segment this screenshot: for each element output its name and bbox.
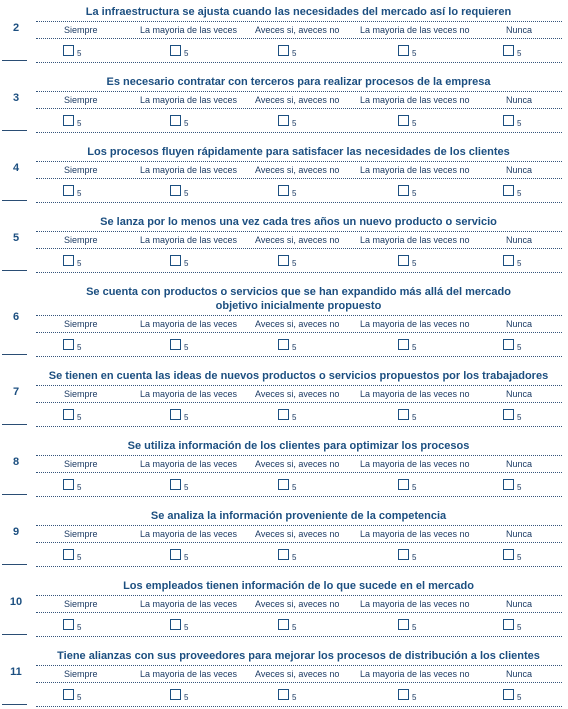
checkbox-siempre[interactable]: [63, 479, 74, 490]
checkbox-mayoria[interactable]: [170, 255, 181, 266]
dotted-rule: [36, 472, 562, 473]
checkbox-mayoria-no[interactable]: [398, 115, 409, 126]
checkbox-mayoria[interactable]: [170, 549, 181, 560]
checkbox-value: 5: [517, 49, 522, 58]
checkbox-value: 5: [412, 259, 417, 268]
option-label-nunca: Nunca: [506, 459, 533, 469]
checkbox-value: 5: [77, 343, 82, 352]
checkbox-mayoria[interactable]: [170, 689, 181, 700]
question-title: La infraestructura se ajusta cuando las necesidades del mercado así lo requieren: [85, 6, 512, 18]
checkbox-value: 5: [77, 189, 82, 198]
checkbox-value: 5: [184, 343, 189, 352]
block-separator: [36, 272, 562, 273]
dotted-rule: [36, 525, 562, 526]
question-title: Se analiza la información proveniente de la competencia: [150, 510, 447, 522]
question-title: Los procesos fluyen rápidamente para satisfacer las necesidades de los clientes: [87, 146, 510, 158]
checkbox-aveces[interactable]: [278, 115, 289, 126]
question-number-underline: [2, 564, 27, 565]
checkbox-nunca[interactable]: [503, 479, 514, 490]
option-label-mayoria: La mayoria de las veces: [140, 25, 238, 35]
question-title: Se cuenta con productos o servicios que se han expandido más allá del mercado: [86, 286, 511, 298]
option-label-mayoria: La mayoria de las veces: [140, 319, 238, 329]
block-separator: [36, 566, 562, 567]
checkbox-value: 5: [77, 623, 82, 632]
option-label-nunca: Nunca: [506, 165, 533, 175]
checkbox-aveces[interactable]: [278, 479, 289, 490]
checkbox-aveces[interactable]: [278, 255, 289, 266]
option-label-mayoria: La mayoria de las veces: [140, 235, 238, 245]
question-number: 9: [12, 526, 20, 538]
checkbox-mayoria-no[interactable]: [398, 689, 409, 700]
checkbox-value: 5: [292, 119, 297, 128]
checkbox-value: 5: [292, 343, 297, 352]
option-label-mayoria: La mayoria de las veces: [140, 599, 238, 609]
checkbox-nunca[interactable]: [503, 619, 514, 630]
checkbox-mayoria[interactable]: [170, 479, 181, 490]
checkbox-value: 5: [517, 189, 522, 198]
checkbox-value: 5: [517, 413, 522, 422]
question-number: 3: [12, 92, 20, 104]
option-label-nunca: Nunca: [506, 319, 533, 329]
checkbox-value: 5: [77, 259, 82, 268]
checkbox-value: 5: [412, 343, 417, 352]
option-label-nunca: Nunca: [506, 669, 533, 679]
question-number: 11: [10, 666, 22, 678]
option-label-nunca: Nunca: [506, 389, 533, 399]
question-number-underline: [2, 130, 27, 131]
block-separator: [36, 132, 562, 133]
question-title: objetivo inicialmente propuesto: [215, 300, 382, 312]
checkbox-mayoria[interactable]: [170, 409, 181, 420]
question-title: Se tienen en cuenta las ideas de nuevos productos o servicios propuestos por los trabajadores: [48, 370, 549, 382]
checkbox-value: 5: [412, 119, 417, 128]
option-label-siempre: Siempre: [64, 165, 98, 175]
question-number: 8: [12, 456, 20, 468]
option-label-mayoria-no: La mayoria de las veces no: [360, 95, 470, 105]
dotted-rule: [36, 612, 562, 613]
option-label-aveces: Aveces si, aveces no: [255, 95, 340, 105]
checkbox-mayoria[interactable]: [170, 115, 181, 126]
question-number-underline: [2, 704, 27, 705]
checkbox-value: 5: [517, 259, 522, 268]
option-label-aveces: Aveces si, aveces no: [255, 319, 340, 329]
block-separator: [36, 62, 562, 63]
dotted-rule: [36, 21, 562, 22]
checkbox-aveces[interactable]: [278, 689, 289, 700]
option-label-mayoria-no: La mayoria de las veces no: [360, 529, 470, 539]
checkbox-value: 5: [517, 623, 522, 632]
checkbox-mayoria-no[interactable]: [398, 45, 409, 56]
block-separator: [36, 356, 562, 357]
checkbox-value: 5: [184, 119, 189, 128]
checkbox-value: 5: [184, 693, 189, 702]
option-label-mayoria-no: La mayoria de las veces no: [360, 459, 470, 469]
question-number: 4: [12, 162, 20, 174]
dotted-rule: [36, 178, 562, 179]
dotted-rule: [36, 402, 562, 403]
checkbox-value: 5: [517, 483, 522, 492]
checkbox-value: 5: [77, 693, 82, 702]
dotted-rule: [36, 682, 562, 683]
checkbox-value: 5: [292, 693, 297, 702]
checkbox-mayoria[interactable]: [170, 185, 181, 196]
checkbox-value: 5: [292, 623, 297, 632]
checkbox-value: 5: [77, 553, 82, 562]
option-label-siempre: Siempre: [64, 389, 98, 399]
checkbox-nunca[interactable]: [503, 45, 514, 56]
checkbox-value: 5: [517, 343, 522, 352]
checkbox-siempre[interactable]: [63, 339, 74, 350]
checkbox-value: 5: [184, 623, 189, 632]
checkbox-value: 5: [184, 189, 189, 198]
checkbox-mayoria[interactable]: [170, 619, 181, 630]
checkbox-value: 5: [412, 693, 417, 702]
option-label-nunca: Nunca: [506, 599, 533, 609]
checkbox-value: 5: [292, 483, 297, 492]
checkbox-aveces[interactable]: [278, 619, 289, 630]
checkbox-nunca[interactable]: [503, 255, 514, 266]
option-label-siempre: Siempre: [64, 319, 98, 329]
dotted-rule: [36, 595, 562, 596]
checkbox-siempre[interactable]: [63, 619, 74, 630]
block-separator: [36, 426, 562, 427]
question-number-underline: [2, 60, 27, 61]
checkbox-nunca[interactable]: [503, 549, 514, 560]
option-label-siempre: Siempre: [64, 95, 98, 105]
option-label-mayoria-no: La mayoria de las veces no: [360, 25, 470, 35]
checkbox-value: 5: [517, 693, 522, 702]
checkbox-siempre[interactable]: [63, 45, 74, 56]
checkbox-nunca[interactable]: [503, 689, 514, 700]
checkbox-value: 5: [77, 119, 82, 128]
dotted-rule: [36, 542, 562, 543]
checkbox-value: 5: [412, 413, 417, 422]
checkbox-value: 5: [184, 413, 189, 422]
option-label-mayoria-no: La mayoria de las veces no: [360, 669, 470, 679]
block-separator: [36, 496, 562, 497]
checkbox-mayoria-no[interactable]: [398, 619, 409, 630]
option-label-mayoria: La mayoria de las veces: [140, 165, 238, 175]
checkbox-aveces[interactable]: [278, 409, 289, 420]
checkbox-nunca[interactable]: [503, 115, 514, 126]
option-label-aveces: Aveces si, aveces no: [255, 599, 340, 609]
question-title: Se utiliza información de los clientes para optimizar los procesos: [127, 440, 470, 452]
checkbox-value: 5: [184, 483, 189, 492]
option-label-aveces: Aveces si, aveces no: [255, 165, 340, 175]
option-label-nunca: Nunca: [506, 235, 533, 245]
option-label-siempre: Siempre: [64, 25, 98, 35]
dotted-rule: [36, 161, 562, 162]
dotted-rule: [36, 91, 562, 92]
option-label-mayoria-no: La mayoria de las veces no: [360, 165, 470, 175]
checkbox-siempre[interactable]: [63, 409, 74, 420]
checkbox-aveces[interactable]: [278, 549, 289, 560]
option-label-aveces: Aveces si, aveces no: [255, 235, 340, 245]
option-label-aveces: Aveces si, aveces no: [255, 459, 340, 469]
checkbox-value: 5: [292, 553, 297, 562]
question-title: Es necesario contratar con terceros para realizar procesos de la empresa: [106, 76, 491, 88]
dotted-rule: [36, 315, 562, 316]
option-label-mayoria-no: La mayoria de las veces no: [360, 599, 470, 609]
checkbox-value: 5: [412, 623, 417, 632]
dotted-rule: [36, 231, 562, 232]
checkbox-value: 5: [412, 49, 417, 58]
checkbox-value: 5: [77, 483, 82, 492]
question-number: 7: [12, 386, 20, 398]
question-number: 6: [12, 311, 20, 323]
option-label-aveces: Aveces si, aveces no: [255, 669, 340, 679]
checkbox-mayoria[interactable]: [170, 339, 181, 350]
option-label-mayoria-no: La mayoria de las veces no: [360, 319, 470, 329]
dotted-rule: [36, 455, 562, 456]
option-label-mayoria: La mayoria de las veces: [140, 95, 238, 105]
dotted-rule: [36, 665, 562, 666]
question-title: Tiene alianzas con sus proveedores para mejorar los procesos de distribución a los clientes: [57, 650, 540, 662]
question-number-underline: [2, 494, 27, 495]
block-separator: [36, 202, 562, 203]
checkbox-value: 5: [77, 49, 82, 58]
checkbox-mayoria-no[interactable]: [398, 479, 409, 490]
option-label-mayoria-no: La mayoria de las veces no: [360, 235, 470, 245]
checkbox-mayoria[interactable]: [170, 45, 181, 56]
checkbox-value: 5: [184, 553, 189, 562]
question-number-underline: [2, 354, 27, 355]
dotted-rule: [36, 332, 562, 333]
question-number-underline: [2, 634, 27, 635]
checkbox-siempre[interactable]: [63, 185, 74, 196]
dotted-rule: [36, 385, 562, 386]
checkbox-value: 5: [292, 259, 297, 268]
checkbox-value: 5: [77, 413, 82, 422]
checkbox-siempre[interactable]: [63, 115, 74, 126]
option-label-aveces: Aveces si, aveces no: [255, 529, 340, 539]
checkbox-value: 5: [517, 553, 522, 562]
checkbox-value: 5: [412, 483, 417, 492]
checkbox-nunca[interactable]: [503, 339, 514, 350]
question-number-underline: [2, 200, 27, 201]
question-title: Se lanza por lo menos una vez cada tres años un nuevo producto o servicio: [100, 216, 497, 228]
block-separator: [36, 636, 562, 637]
option-label-mayoria: La mayoria de las veces: [140, 669, 238, 679]
checkbox-value: 5: [412, 189, 417, 198]
checkbox-value: 5: [292, 189, 297, 198]
checkbox-mayoria-no[interactable]: [398, 255, 409, 266]
question-number: 10: [9, 596, 23, 608]
option-label-aveces: Aveces si, aveces no: [255, 25, 340, 35]
checkbox-value: 5: [517, 119, 522, 128]
question-number: 2: [12, 22, 20, 34]
question-number-underline: [2, 424, 27, 425]
option-label-mayoria: La mayoria de las veces: [140, 459, 238, 469]
checkbox-mayoria-no[interactable]: [398, 409, 409, 420]
checkbox-siempre[interactable]: [63, 255, 74, 266]
block-separator: [36, 706, 562, 707]
option-label-siempre: Siempre: [64, 459, 98, 469]
option-label-nunca: Nunca: [506, 25, 533, 35]
option-label-nunca: Nunca: [506, 529, 533, 539]
question-number-underline: [2, 270, 27, 271]
checkbox-aveces[interactable]: [278, 45, 289, 56]
option-label-siempre: Siempre: [64, 669, 98, 679]
checkbox-aveces[interactable]: [278, 339, 289, 350]
question-number: 5: [12, 232, 20, 244]
option-label-nunca: Nunca: [506, 95, 533, 105]
dotted-rule: [36, 38, 562, 39]
option-label-siempre: Siempre: [64, 529, 98, 539]
checkbox-value: 5: [412, 553, 417, 562]
checkbox-value: 5: [292, 49, 297, 58]
option-label-aveces: Aveces si, aveces no: [255, 389, 340, 399]
checkbox-nunca[interactable]: [503, 185, 514, 196]
option-label-mayoria: La mayoria de las veces: [140, 389, 238, 399]
dotted-rule: [36, 248, 562, 249]
checkbox-value: 5: [184, 49, 189, 58]
checkbox-siempre[interactable]: [63, 689, 74, 700]
checkbox-aveces[interactable]: [278, 185, 289, 196]
option-label-siempre: Siempre: [64, 599, 98, 609]
option-label-mayoria-no: La mayoria de las veces no: [360, 389, 470, 399]
option-label-siempre: Siempre: [64, 235, 98, 245]
checkbox-nunca[interactable]: [503, 409, 514, 420]
dotted-rule: [36, 108, 562, 109]
checkbox-mayoria-no[interactable]: [398, 339, 409, 350]
question-title: Los empleados tienen información de lo que sucede en el mercado: [123, 580, 474, 592]
option-label-mayoria: La mayoria de las veces: [140, 529, 238, 539]
checkbox-value: 5: [184, 259, 189, 268]
checkbox-mayoria-no[interactable]: [398, 185, 409, 196]
checkbox-value: 5: [292, 413, 297, 422]
checkbox-mayoria-no[interactable]: [398, 549, 409, 560]
checkbox-siempre[interactable]: [63, 549, 74, 560]
